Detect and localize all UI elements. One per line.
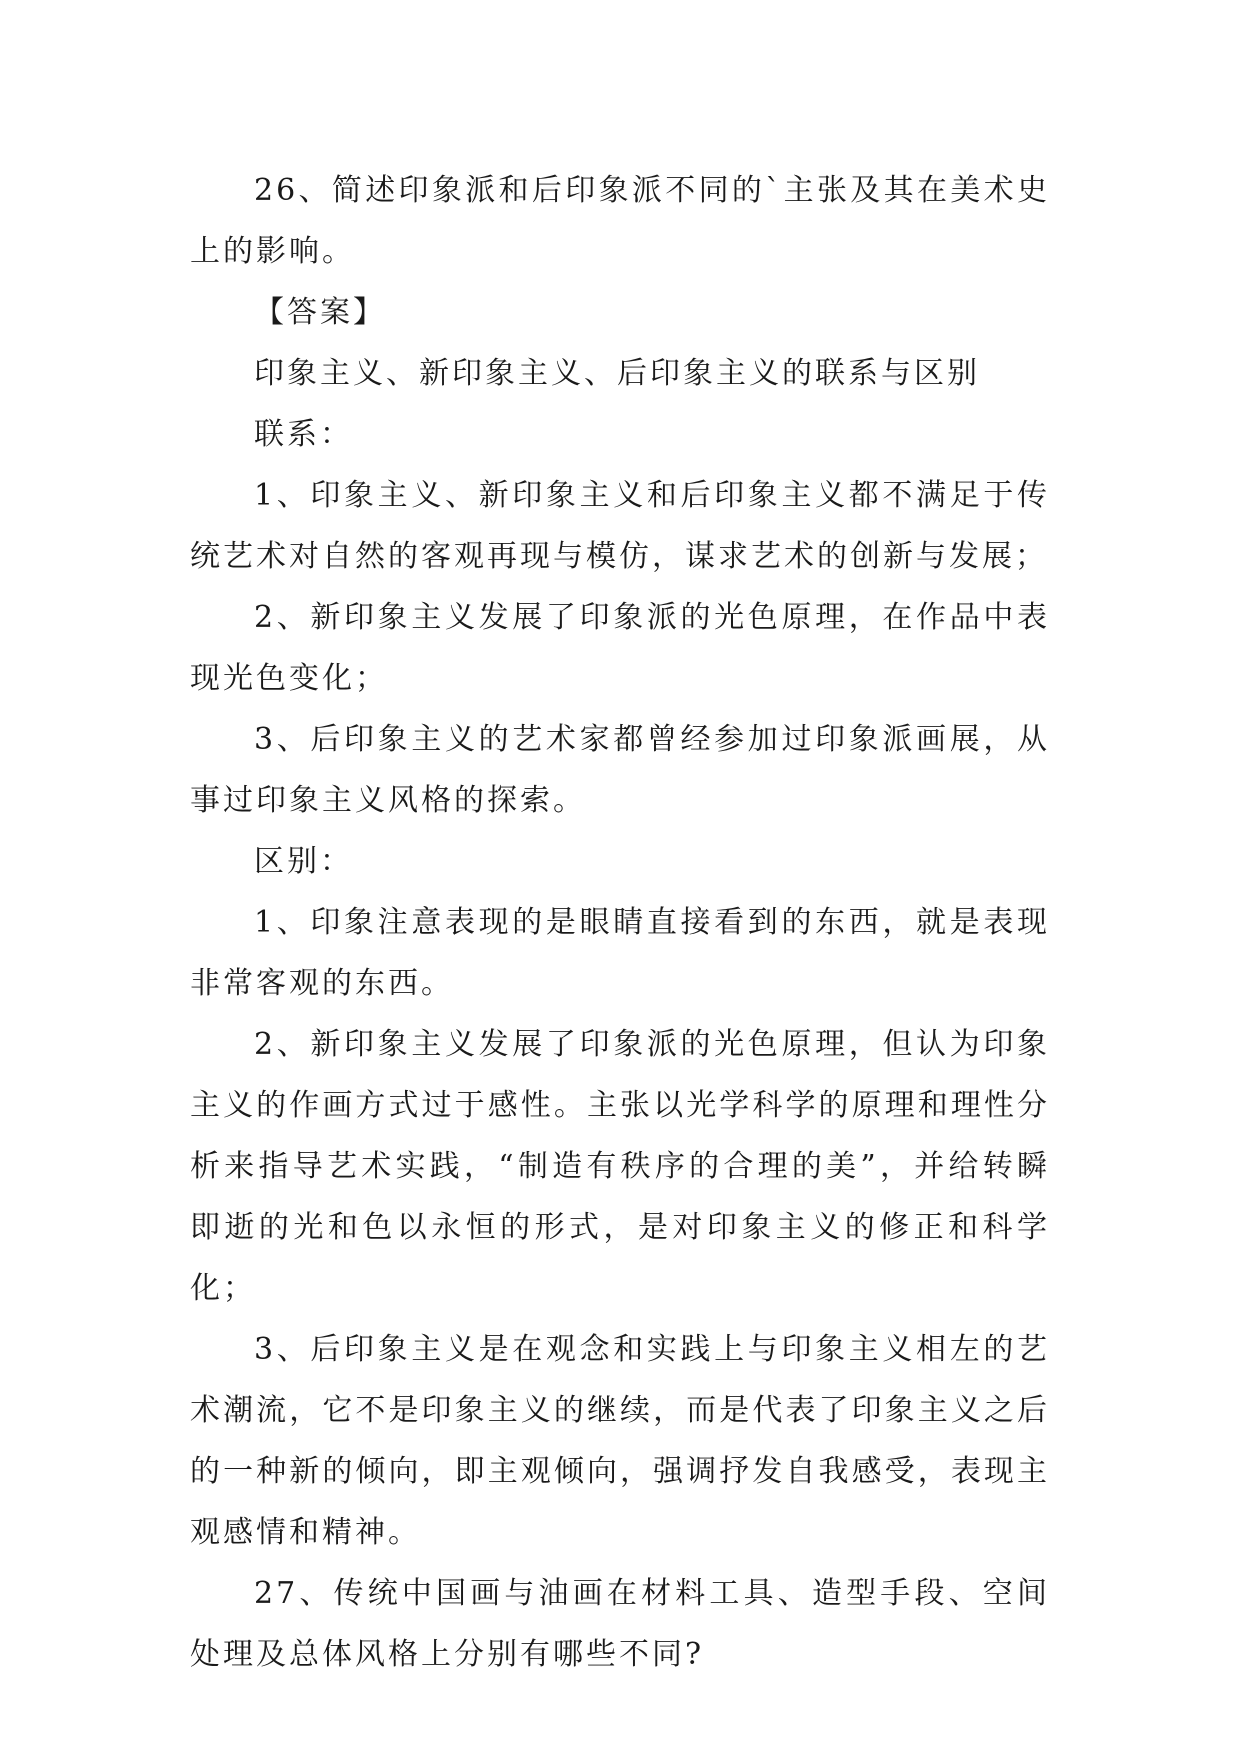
document-body xyxy=(190,160,1050,1685)
connection-item-1: 1、印象主义、新印象主义和后印象主义都不满足于传统艺术对自然的客观再现与模仿，谋求艺术的创新与发展； xyxy=(190,478,1050,574)
difference-item-3: 3、后印象主义是在观念和实践上与印象主义相左的艺术潮流，它不是印象主义的继续，而是代表了印象主义之后的一种新的倾向，即主观倾向，强调抒发自我感受，表现主观感情和精神。 xyxy=(190,1332,1050,1550)
connection-heading: 联系： xyxy=(254,417,353,452)
difference-item-1: 1、印象注意表现的是眼睛直接看到的东西，就是表现非常客观的东西。 xyxy=(190,905,1050,1001)
answer-heading: 【答案】 xyxy=(254,295,386,330)
difference-item-2: 2、新印象主义发展了印象派的光色原理，但认为印象主义的作画方式过于感性。主张以光学科学的原理和理性分析来指导艺术实践，“制造有秩序的合理的美”，并给转瞬即逝的光和色以永恒的形式，是对印象主义的修正和科学化； xyxy=(190,1027,1050,1306)
difference-heading: 区别： xyxy=(254,844,353,879)
question-27: 27、传统中国画与油画在材料工具、造型手段、空间处理及总体风格上分别有哪些不同? xyxy=(190,1576,1050,1672)
question-26: 26、简述印象派和后印象派不同的`主张及其在美术史上的影响。 xyxy=(190,173,1050,269)
section-title: 印象主义、新印象主义、后印象主义的联系与区别 xyxy=(254,356,980,391)
connection-item-3: 3、后印象主义的艺术家都曾经参加过印象派画展，从事过印象主义风格的探索。 xyxy=(190,722,1050,818)
connection-item-2: 2、新印象主义发展了印象派的光色原理，在作品中表现光色变化； xyxy=(190,600,1050,696)
